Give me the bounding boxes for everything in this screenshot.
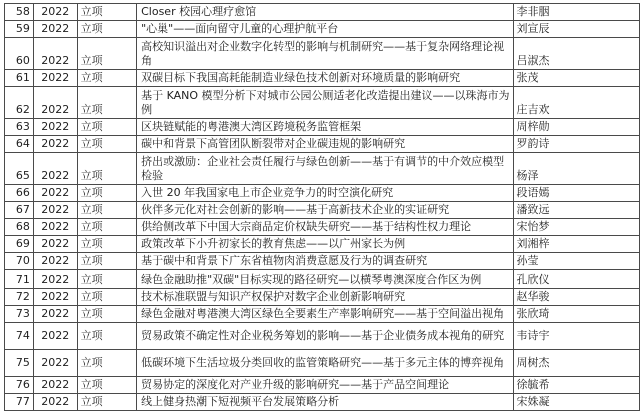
title-cell (137, 21, 513, 38)
table-row (5, 394, 640, 411)
title-line: 挤出或激励：企业社会责任履行与绿色创新——基于有调节的中介效应模型 (141, 155, 505, 168)
title-cell (137, 70, 513, 87)
row-number-cell: 62 (5, 87, 34, 119)
table-row (5, 153, 640, 185)
title-cell (137, 323, 513, 350)
row-number-cell: 71 (5, 270, 34, 289)
table-row (5, 70, 640, 87)
status-cell: 立项 (77, 153, 136, 185)
row-number-cell: 58 (5, 4, 34, 21)
title-cell (137, 4, 513, 21)
title-line: 高校知识溢出对企业数字化转型的影响与机制研究——基于复杂网络理论视 (141, 40, 505, 53)
year-cell: 2022 (33, 253, 77, 270)
year-cell: 2022 (33, 70, 77, 87)
status-cell: 立项 (77, 4, 136, 21)
leader-name-cell: 周梓勋 (513, 119, 639, 136)
row-number-cell: 63 (5, 119, 34, 136)
leader-name-cell: 宋怡梦 (513, 219, 639, 236)
status-cell: 立项 (77, 350, 136, 377)
table-row (5, 136, 640, 153)
table-row (5, 270, 640, 289)
title-cell (137, 202, 513, 219)
status-cell: 立项 (77, 21, 136, 38)
title-cell (137, 185, 513, 202)
status-cell: 立项 (77, 70, 136, 87)
row-number-cell: 61 (5, 70, 34, 87)
title-line: 例 (141, 103, 153, 116)
year-cell: 2022 (33, 350, 77, 377)
leader-name-cell: 李非胭 (513, 4, 639, 21)
title-line: 供给侧改革下中国大宗商品定价权缺失研究——基于结构性权力理论 (141, 220, 472, 233)
leader-name-cell: 韦诗宇 (513, 323, 639, 350)
table-row (5, 219, 640, 236)
title-cell (137, 153, 513, 185)
row-number-cell: 74 (5, 323, 34, 350)
title-line: 碳中和背景下高管团队断裂带对企业碳违规的影响研究 (141, 137, 406, 150)
title-cell (137, 236, 513, 253)
year-cell: 2022 (33, 289, 77, 306)
row-number-cell: 70 (5, 253, 34, 270)
title-cell (137, 253, 513, 270)
title-line: 绿色金融对粤港澳大湾区绿色全要素生产率影响研究——基于空间溢出视角 (141, 307, 505, 320)
table-row (5, 185, 640, 202)
leader-name-cell: 徐毓希 (513, 377, 639, 394)
title-cell (137, 219, 513, 236)
title-cell (137, 377, 513, 394)
table-row (5, 4, 640, 21)
row-number-cell: 69 (5, 236, 34, 253)
table-row (5, 289, 640, 306)
row-number-cell: 75 (5, 350, 34, 377)
table-row (5, 119, 640, 136)
leader-name-cell: 庄吉欢 (513, 87, 639, 119)
status-cell: 立项 (77, 219, 136, 236)
status-cell: 立项 (77, 289, 136, 306)
status-cell: 立项 (77, 377, 136, 394)
table-row (5, 306, 640, 323)
title-cell (137, 350, 513, 377)
title-cell (137, 136, 513, 153)
title-line: 角 (141, 54, 153, 67)
title-line: 绿色金融助推"双碳"目标实现的路径研究—以横琴粤澳深度合作区为例 (141, 273, 482, 286)
year-cell: 2022 (33, 323, 77, 350)
row-number-cell: 60 (5, 38, 34, 70)
title-line: 贸易协定的深度化对产业升级的影响研究——基于产品空间理论 (141, 378, 450, 391)
leader-name-cell: 潘致远 (513, 202, 639, 219)
status-cell: 立项 (77, 87, 136, 119)
year-cell: 2022 (33, 21, 77, 38)
year-cell: 2022 (33, 236, 77, 253)
status-cell: 立项 (77, 119, 136, 136)
title-line: 贸易政策不确定性对企业税务筹划的影响——基于企业债务成本视角的研究 (141, 328, 505, 342)
leader-name-cell: 刘湘梓 (513, 236, 639, 253)
row-number-cell: 67 (5, 202, 34, 219)
leader-name-cell: 周树杰 (513, 350, 639, 377)
table-row (5, 202, 640, 219)
title-line: 低碳环境下生活垃圾分类回收的监管策略研究——基于多元主体的博弈视角 (141, 355, 505, 369)
table-row (5, 236, 640, 253)
title-line: 双碳目标下我国高耗能制造业绿色技术创新对环境质量的影响研究 (141, 71, 461, 84)
title-line: 基于 KANO 模型分析下对城市公园公厕适老化改造提出建议——以珠海市为 (141, 89, 510, 102)
title-line: Closer 校园心理疗愈馆 (141, 5, 257, 18)
title-cell (137, 87, 513, 119)
year-cell: 2022 (33, 153, 77, 185)
table-row (5, 87, 640, 119)
row-number-cell: 73 (5, 306, 34, 323)
status-cell: 立项 (77, 202, 136, 219)
year-cell: 2022 (33, 87, 77, 119)
row-number-cell: 76 (5, 377, 34, 394)
year-cell: 2022 (33, 306, 77, 323)
title-cell (137, 270, 513, 289)
status-cell: 立项 (77, 253, 136, 270)
title-line: "心巢"——面向留守儿童的心理护航平台 (141, 22, 339, 35)
year-cell: 2022 (33, 4, 77, 21)
projects-table (4, 3, 640, 411)
year-cell: 2022 (33, 219, 77, 236)
title-cell (137, 38, 513, 70)
table-row (5, 350, 640, 377)
title-line: 检验 (141, 169, 164, 182)
row-number-cell: 68 (5, 219, 34, 236)
leader-name-cell: 宋姝凝 (513, 394, 639, 411)
status-cell: 立项 (77, 38, 136, 70)
row-number-cell: 64 (5, 136, 34, 153)
status-cell: 立项 (77, 394, 136, 411)
year-cell: 2022 (33, 38, 77, 70)
table-row (5, 253, 640, 270)
leader-name-cell: 刘宣辰 (513, 21, 639, 38)
table-row (5, 21, 640, 38)
leader-name-cell: 罗韵诗 (513, 136, 639, 153)
leader-name-cell: 吕淑杰 (513, 38, 639, 70)
status-cell: 立项 (77, 236, 136, 253)
leader-name-cell: 孔欣仪 (513, 270, 639, 289)
row-number-cell: 72 (5, 289, 34, 306)
year-cell: 2022 (33, 136, 77, 153)
leader-name-cell: 赵华骏 (513, 289, 639, 306)
title-line: 伙伴多元化对社会创新的影响——基于高新技术企业的实证研究 (141, 203, 450, 216)
title-cell (137, 394, 513, 411)
year-cell: 2022 (33, 394, 77, 411)
title-cell (137, 306, 513, 323)
leader-name-cell: 孙莹 (513, 253, 639, 270)
status-cell: 立项 (77, 323, 136, 350)
table-row (5, 377, 640, 394)
leader-name-cell: 张欣琦 (513, 306, 639, 323)
row-number-cell: 59 (5, 21, 34, 38)
status-cell: 立项 (77, 136, 136, 153)
year-cell: 2022 (33, 377, 77, 394)
title-line: 基于碳中和背景下广东省植物肉消费意愿及行为的调查研究 (141, 254, 428, 267)
year-cell: 2022 (33, 119, 77, 136)
status-cell: 立项 (77, 185, 136, 202)
leader-name-cell: 段语嫣 (513, 185, 639, 202)
year-cell: 2022 (33, 270, 77, 289)
row-number-cell: 65 (5, 153, 34, 185)
title-line: 政策改革下小升初家长的教育焦虑——以广州家长为例 (141, 237, 406, 250)
leader-name-cell: 杨泽 (513, 153, 639, 185)
row-number-cell: 66 (5, 185, 34, 202)
year-cell: 2022 (33, 185, 77, 202)
title-line: 区块链赋能的粤港澳大湾区跨境税务监管框架 (141, 120, 362, 133)
table-row (5, 323, 640, 350)
year-cell: 2022 (33, 202, 77, 219)
title-cell (137, 119, 513, 136)
title-line: 线上健身热潮下短视频平台发展策略分析 (141, 395, 340, 408)
title-line: 入世 20 年我国家电上市企业竞争力的时空演化研究 (141, 186, 394, 199)
table-body (5, 4, 640, 411)
status-cell: 立项 (77, 306, 136, 323)
status-cell: 立项 (77, 270, 136, 289)
table-row (5, 38, 640, 70)
title-line: 技术标准联盟与知识产权保护对数字企业创新影响研究 (141, 290, 406, 303)
title-cell (137, 289, 513, 306)
row-number-cell: 77 (5, 394, 34, 411)
leader-name-cell: 张茂 (513, 70, 639, 87)
